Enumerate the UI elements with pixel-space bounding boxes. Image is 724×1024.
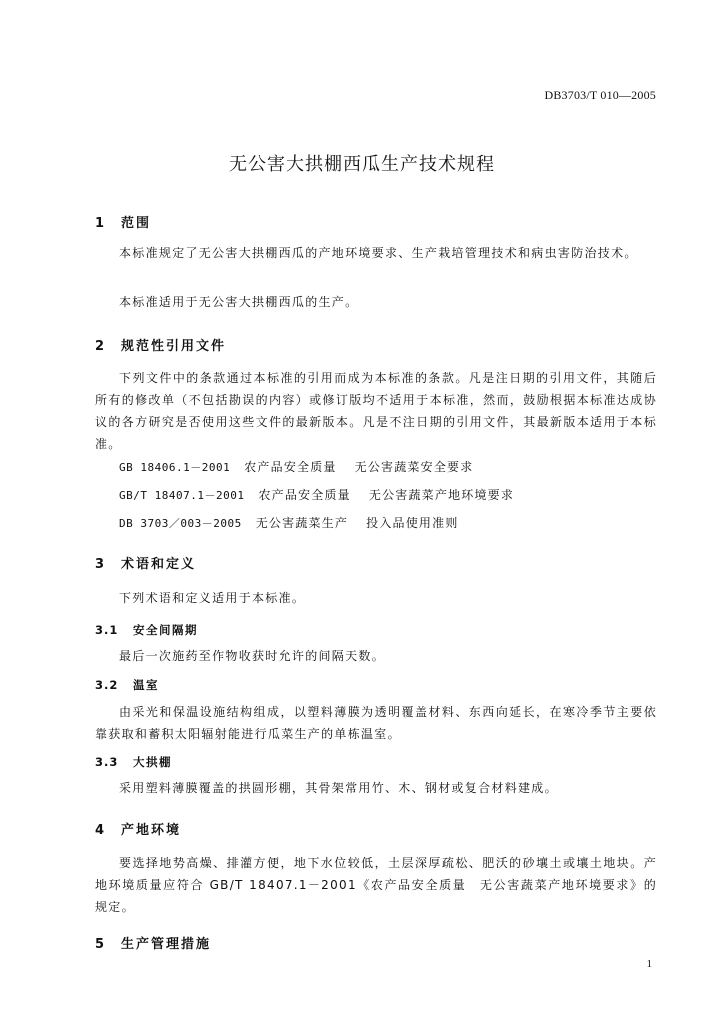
subsection-heading-3-3 [95, 754, 172, 770]
paragraph: 要选择地势高燥、排灌方便，地下水位较低，土层深厚疏松、肥沃的砂壤土或壤土地块。产地环境质量应符合 GB/T 18407.1－2001《农产品安全质量 无公害蔬菜产地环境要求》的规定。 [95, 856, 657, 914]
section-title: 术语和定义 [121, 557, 197, 572]
reference-title: 农产品安全质量 [258, 488, 351, 502]
subsection-title: 大拱棚 [133, 755, 172, 769]
paragraph: 采用塑料薄膜覆盖的拱圆形棚，其骨架常用竹、木、钢材或复合材料建成。 [119, 781, 558, 795]
reference-item [119, 486, 514, 503]
document-title: 无公害大拱棚西瓜生产技术规程 [229, 154, 495, 175]
subsection-number: 3.2 [95, 678, 119, 692]
reference-item [119, 458, 473, 475]
reference-code: GB 18406.1－2001 [119, 461, 231, 474]
subsection-number: 3.1 [95, 623, 119, 637]
paragraph: 最后一次施药至作物收获时允许的间隔天数。 [119, 649, 386, 663]
section-title: 产地环境 [121, 823, 182, 838]
document-code: DB3703/T 010—2005 [544, 88, 656, 102]
section-heading-5 [95, 933, 211, 952]
section-number: 2 [95, 339, 105, 354]
section-heading-2 [95, 335, 226, 354]
section-number: 5 [95, 937, 105, 952]
section-number: 1 [95, 216, 105, 231]
section-title: 规范性引用文件 [121, 339, 227, 354]
reference-item [119, 514, 459, 531]
section-heading-1 [95, 212, 151, 231]
subsection-number: 3.3 [95, 755, 119, 769]
reference-subtitle: 无公害蔬菜安全要求 [354, 460, 474, 474]
section-title: 生产管理措施 [121, 937, 212, 952]
subsection-title: 安全间隔期 [133, 623, 198, 637]
subsection-heading-3-1 [95, 622, 198, 638]
paragraph: 本标准适用于无公害大拱棚西瓜的生产。 [119, 295, 359, 309]
reference-title: 农产品安全质量 [244, 460, 337, 474]
section-number: 4 [95, 823, 105, 838]
section-heading-4 [95, 819, 181, 838]
section-number: 3 [95, 557, 105, 572]
reference-code: DB 3703／003－2005 [119, 517, 242, 530]
paragraph: 下列文件中的条款通过本标准的引用而成为本标准的条款。凡是注日期的引用文件，其随后所有的修改单（不包括勘误的内容）或修订版均不适用于本标准，然而，鼓励根据本标准达成协议的各方研究是否使用这些文件的最新版本。凡是不注日期的引用文件，其最新版本适用于本标准。 [95, 371, 657, 451]
subsection-title: 温室 [133, 678, 159, 692]
section-title: 范围 [121, 216, 152, 231]
paragraph: 由采光和保温设施结构组成，以塑料薄膜为透明覆盖材料、东西向延长，在寒冷季节主要依靠获取和蓄积太阳辐射能进行瓜菜生产的单栋温室。 [95, 705, 657, 741]
paragraph: 下列术语和定义适用于本标准。 [119, 591, 306, 605]
page-number: 1 [646, 958, 652, 970]
reference-subtitle: 投入品使用准则 [366, 516, 459, 530]
subsection-heading-3-2 [95, 677, 159, 693]
reference-subtitle: 无公害蔬菜产地环境要求 [368, 488, 515, 502]
reference-title: 无公害蔬菜生产 [255, 516, 349, 530]
paragraph: 本标准规定了无公害大拱棚西瓜的产地环境要求、生产栽培管理技术和病虫害防治技术。 [119, 246, 638, 260]
section-heading-3 [95, 553, 196, 572]
reference-code: GB/T 18407.1－2001 [119, 489, 245, 502]
